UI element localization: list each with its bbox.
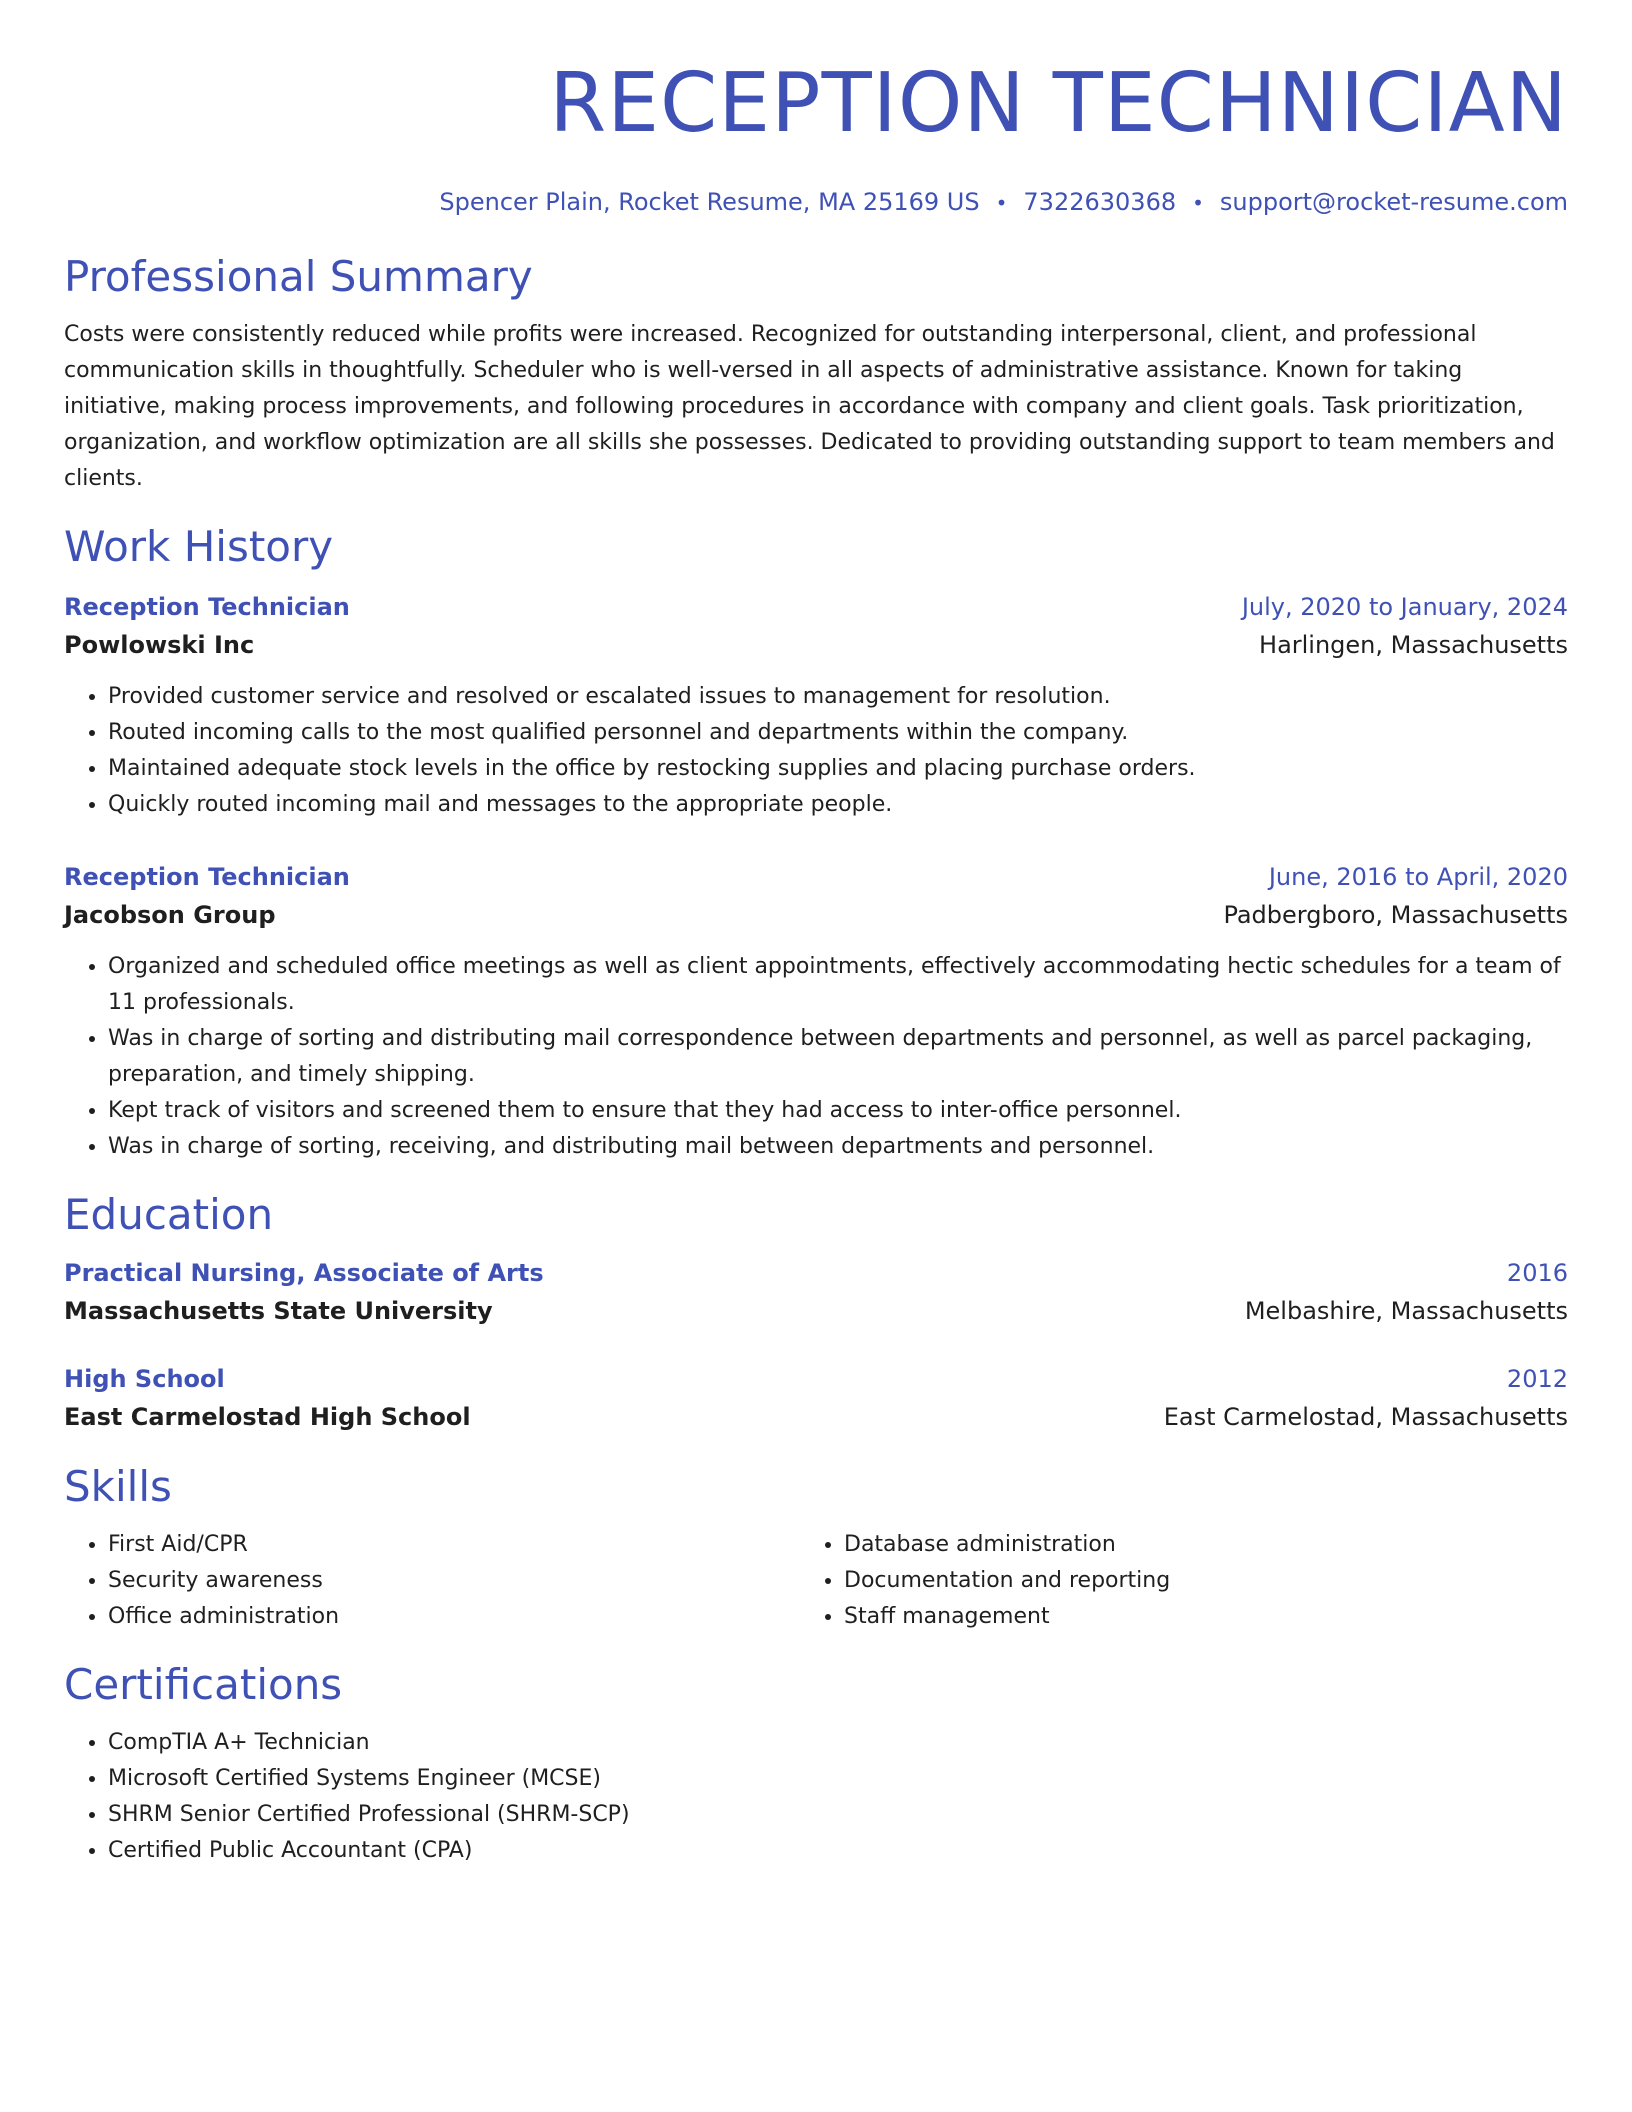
skill-item: • Documentation and reporting <box>844 1563 1536 1599</box>
skill-item: • Security awareness <box>108 1563 800 1599</box>
summary-text: Costs were consistently reduced while profits were increased. Recognized for outstanding interpersonal, client, and professional communication skills in thoughtfully. Scheduler who is well-versed in all aspects of administrative assistance. Known for taking initiative, making process improvements, and following procedures in accordance with company and client goals. Task prioritization, organization, and workflow optimization are all skills she possesses. Dedicated to providing outstanding support to team members and clients. <box>64 322 1555 491</box>
summary-section <box>64 249 1568 497</box>
contact-email: support@rocket-resume.com <box>1219 188 1568 216</box>
job-entry <box>64 589 1568 823</box>
education-location: East Carmelostad, Massachusetts <box>1163 1403 1568 1431</box>
education-entry <box>64 1361 1568 1437</box>
skills-section <box>64 1459 1568 1635</box>
job-bullets <box>64 949 1568 1165</box>
work-history-section <box>64 519 1568 1165</box>
certifications-heading: Certifications <box>64 1660 343 1709</box>
resume-header <box>64 56 1568 219</box>
skill-item: • Office administration <box>108 1599 800 1635</box>
job-role: Reception Technician <box>64 863 350 891</box>
certification-item: • Certified Public Accountant (CPA) <box>108 1833 1568 1869</box>
job-bullet: • Kept track of visitors and screened them to ensure that they had access to inter-office personnel. <box>108 1093 1568 1129</box>
job-bullet: • Routed incoming calls to the most qualified personnel and departments within the company. <box>108 715 1568 751</box>
skills-list-right <box>800 1527 1536 1635</box>
job-bullet: • Was in charge of sorting, receiving, and distributing mail between departments and personnel. <box>108 1129 1568 1165</box>
summary-heading: Professional Summary <box>64 252 533 301</box>
skills-heading: Skills <box>64 1462 172 1511</box>
job-company: Powlowski Inc <box>64 631 255 659</box>
skills-list-left <box>64 1527 800 1635</box>
contact-line <box>64 186 1568 219</box>
education-section <box>64 1187 1568 1437</box>
certification-item: • CompTIA A+ Technician <box>108 1725 1568 1761</box>
job-location: Padbergboro, Massachusetts <box>1223 901 1568 929</box>
contact-phone: 7322630368 <box>1023 188 1177 216</box>
job-role: Reception Technician <box>64 593 350 621</box>
skill-item: • Database administration <box>844 1527 1536 1563</box>
certifications-section <box>64 1657 1568 1869</box>
work-history-heading: Work History <box>64 522 334 571</box>
job-dates: June, 2016 to April, 2020 <box>1268 863 1568 891</box>
education-year: 2016 <box>1506 1259 1568 1287</box>
job-bullet: • Provided customer service and resolved or escalated issues to management for resolution. <box>108 679 1568 715</box>
education-heading: Education <box>64 1190 274 1239</box>
skill-item: • First Aid/CPR <box>108 1527 800 1563</box>
education-entry <box>64 1255 1568 1331</box>
job-bullet: • Maintained adequate stock levels in the office by restocking supplies and placing purchase orders. <box>108 751 1568 787</box>
skills-columns <box>64 1527 1568 1635</box>
contact-address: Spencer Plain, Rocket Resume, MA 25169 US <box>439 188 980 216</box>
job-entry <box>64 859 1568 1165</box>
job-title: RECEPTION TECHNICIAN <box>549 56 1568 151</box>
job-bullet: • Organized and scheduled office meetings as well as client appointments, effectively accommodating hectic schedules for a team of 11 professionals. <box>108 949 1568 1021</box>
education-degree: High School <box>64 1365 225 1393</box>
job-location: Harlingen, Massachusetts <box>1259 631 1568 659</box>
job-bullet: • Quickly routed incoming mail and messages to the appropriate people. <box>108 787 1568 823</box>
education-degree: Practical Nursing, Associate of Arts <box>64 1259 544 1287</box>
education-location: Melbashire, Massachusetts <box>1244 1297 1568 1325</box>
job-bullets <box>64 679 1568 823</box>
skill-item: • Staff management <box>844 1599 1536 1635</box>
job-dates: July, 2020 to January, 2024 <box>1241 593 1568 621</box>
contact-separator: • <box>1192 191 1204 215</box>
certification-item: • SHRM Senior Certified Professional (SHRM-SCP) <box>108 1797 1568 1833</box>
certifications-list <box>64 1725 1568 1869</box>
job-bullet: • Was in charge of sorting and distributing mail correspondence between departments and personnel, as well as parcel packaging, preparation, and timely shipping. <box>108 1021 1568 1093</box>
education-school: East Carmelostad High School <box>64 1403 471 1431</box>
certification-item: • Microsoft Certified Systems Engineer (MCSE) <box>108 1761 1568 1797</box>
education-school: Massachusetts State University <box>64 1297 493 1325</box>
education-year: 2012 <box>1506 1365 1568 1393</box>
job-company: Jacobson Group <box>64 901 276 929</box>
contact-separator: • <box>995 191 1008 215</box>
